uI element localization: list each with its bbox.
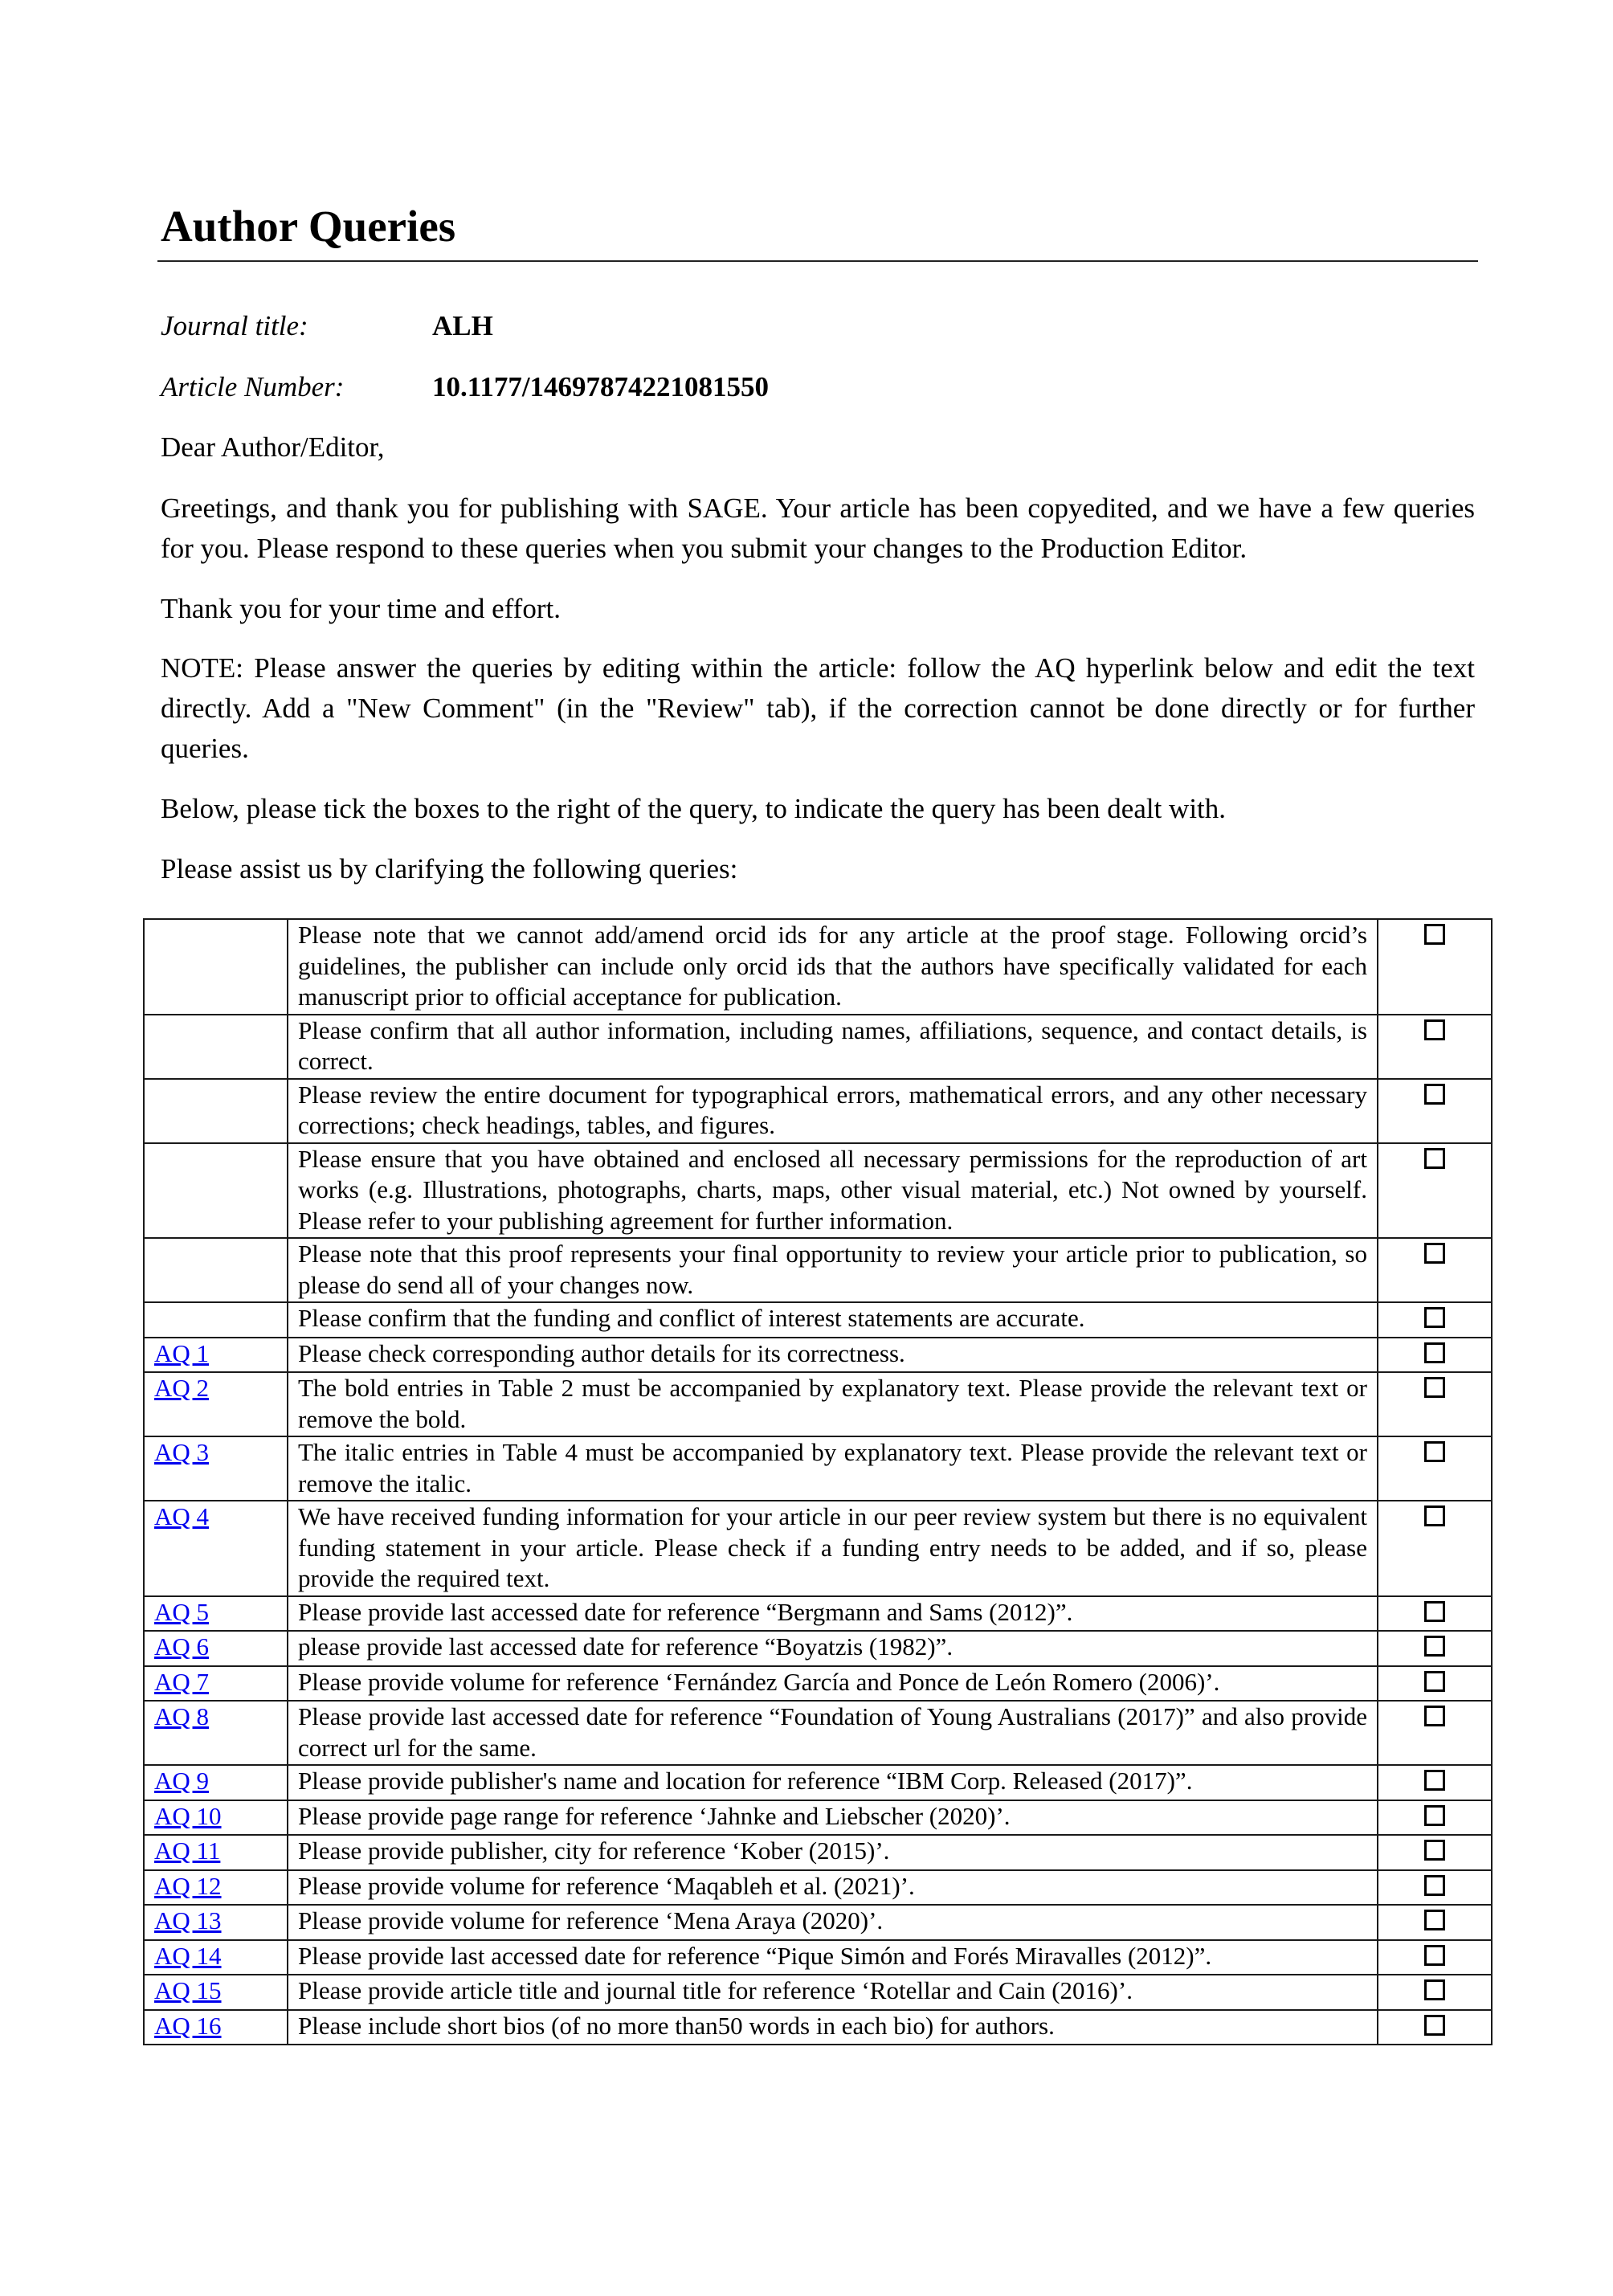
query-text: Please provide last accessed date for reference “Bergmann and Sams (2012)”. (288, 1596, 1378, 1632)
query-id-cell (144, 1631, 288, 1666)
query-done-checkbox[interactable] (1424, 1875, 1445, 1896)
aq-link[interactable]: AQ 12 (154, 1871, 222, 1900)
query-done-checkbox[interactable] (1424, 1979, 1445, 2000)
query-row (144, 1501, 1492, 1596)
thanks-paragraph: Thank you for your time and effort. (161, 593, 561, 624)
query-row (144, 1870, 1492, 1906)
query-text: Please provide article title and journal title for reference ‘Rotellar and Cain (2016)’. (288, 1975, 1378, 2010)
query-row (144, 2010, 1492, 2045)
query-id-cell (144, 1835, 288, 1870)
query-done-checkbox[interactable] (1424, 1019, 1445, 1040)
aq-link[interactable]: AQ 11 (154, 1836, 221, 1865)
query-text: Please ensure that you have obtained and enclosed all necessary permissions for the reproduction of art works (e.g. Illustrations, photographs, charts, maps, other visual material, etc.) Not owned by yourself. Please refer to your publishing agreement for further information. (288, 1143, 1378, 1239)
query-checkbox-cell (1378, 1631, 1492, 1666)
aq-link[interactable]: AQ 10 (154, 1801, 222, 1830)
queries-table-body (144, 919, 1492, 2045)
query-checkbox-cell (1378, 1666, 1492, 1702)
journal-title-value: ALH (432, 310, 493, 341)
query-checkbox-cell (1378, 1596, 1492, 1632)
query-checkbox-cell (1378, 1835, 1492, 1870)
query-text: Please provide publisher, city for reference ‘Kober (2015)’. (288, 1835, 1378, 1870)
query-text: Please provide publisher's name and location for reference “IBM Corp. Released (2017)”. (288, 1765, 1378, 1800)
query-row (144, 1596, 1492, 1632)
query-id-cell (144, 1765, 288, 1800)
query-text: Please review the entire document for typographical errors, mathematical errors, and any other necessary corrections; check headings, tables, and figures. (288, 1079, 1378, 1143)
aq-link[interactable]: AQ 6 (154, 1632, 210, 1661)
query-text: Please confirm that all author information, including names, affiliations, sequence, and contact details, is correct. (288, 1015, 1378, 1079)
tick-instruction-paragraph: Below, please tick the boxes to the right of the query, to indicate the query has been dealt with. (161, 793, 1227, 824)
query-done-checkbox[interactable] (1424, 1706, 1445, 1726)
query-row (144, 919, 1492, 1015)
query-row (144, 1631, 1492, 1666)
aq-link[interactable]: AQ 8 (154, 1702, 210, 1730)
query-done-checkbox[interactable] (1424, 1671, 1445, 1692)
query-done-checkbox[interactable] (1424, 2015, 1445, 2036)
query-checkbox-cell (1378, 1800, 1492, 1836)
query-id-cell (144, 1666, 288, 1702)
query-row (144, 1015, 1492, 1079)
query-done-checkbox[interactable] (1424, 1505, 1445, 1526)
page-title: Author Queries (161, 202, 456, 251)
query-done-checkbox[interactable] (1424, 924, 1445, 945)
query-checkbox-cell (1378, 1143, 1492, 1239)
article-number-label: Article Number: (161, 371, 345, 402)
assist-paragraph: Please assist us by clarifying the following queries: (161, 853, 738, 884)
query-checkbox-cell (1378, 1238, 1492, 1302)
greeting-paragraph: Greetings, and thank you for publishing with SAGE. Your article has been copyedited, and we have a few queries for you. Please respond to these queries when you submit your changes to the Production Editor. (161, 492, 1475, 564)
query-id-cell (144, 1302, 288, 1338)
query-id-cell (144, 1143, 288, 1239)
aq-link[interactable]: AQ 7 (154, 1667, 210, 1696)
query-done-checkbox[interactable] (1424, 1377, 1445, 1398)
query-done-checkbox[interactable] (1424, 1770, 1445, 1791)
query-row (144, 1302, 1492, 1338)
query-checkbox-cell (1378, 1905, 1492, 1940)
query-row (144, 1666, 1492, 1702)
query-done-checkbox[interactable] (1424, 1805, 1445, 1826)
query-checkbox-cell (1378, 1079, 1492, 1143)
aq-link[interactable]: AQ 3 (154, 1438, 210, 1466)
query-id-cell (144, 1596, 288, 1632)
aq-link[interactable]: AQ 2 (154, 1374, 210, 1402)
query-checkbox-cell (1378, 1975, 1492, 2010)
query-row (144, 1436, 1492, 1501)
query-row (144, 1835, 1492, 1870)
query-text: Please provide volume for reference ‘Maqableh et al. (2021)’. (288, 1870, 1378, 1906)
query-done-checkbox[interactable] (1424, 1441, 1445, 1462)
query-checkbox-cell (1378, 1436, 1492, 1501)
query-checkbox-cell (1378, 1372, 1492, 1436)
query-text: Please note that we cannot add/amend orcid ids for any article at the proof stage. Following orcid’s guidelines, the publisher can include only orcid ids that the authors have specifically validated for each manuscript prior to official acceptance for publication. (288, 919, 1378, 1015)
query-text: Please include short bios (of no more than50 words in each bio) for authors. (288, 2010, 1378, 2045)
query-id-cell (144, 1338, 288, 1373)
query-id-cell (144, 1436, 288, 1501)
query-checkbox-cell (1378, 919, 1492, 1015)
query-id-cell (144, 1701, 288, 1765)
query-checkbox-cell (1378, 1765, 1492, 1800)
query-id-cell (144, 1372, 288, 1436)
query-done-checkbox[interactable] (1424, 1636, 1445, 1657)
query-text: Please note that this proof represents your final opportunity to review your article prior to publication, so please do send all of your changes now. (288, 1238, 1378, 1302)
query-id-cell (144, 1940, 288, 1975)
query-row (144, 1800, 1492, 1836)
aq-link[interactable]: AQ 5 (154, 1597, 210, 1626)
query-checkbox-cell (1378, 2010, 1492, 2045)
query-row (144, 1905, 1492, 1940)
query-checkbox-cell (1378, 1338, 1492, 1373)
query-text: The bold entries in Table 2 must be accompanied by explanatory text. Please provide the relevant text or remove the bold. (288, 1372, 1378, 1436)
query-done-checkbox[interactable] (1424, 1148, 1445, 1169)
query-text: Please check corresponding author details for its correctness. (288, 1338, 1378, 1373)
query-checkbox-cell (1378, 1940, 1492, 1975)
query-id-cell (144, 1905, 288, 1940)
query-done-checkbox[interactable] (1424, 1601, 1445, 1622)
query-text: Please provide page range for reference ‘Jahnke and Liebscher (2020)’. (288, 1800, 1378, 1836)
query-checkbox-cell (1378, 1501, 1492, 1596)
salutation: Dear Author/Editor, (161, 431, 385, 463)
queries-table (143, 918, 1493, 2045)
query-row (144, 1338, 1492, 1373)
aq-link[interactable]: AQ 4 (154, 1502, 210, 1530)
query-id-cell (144, 1800, 288, 1836)
query-done-checkbox[interactable] (1424, 1243, 1445, 1264)
query-done-checkbox[interactable] (1424, 1945, 1445, 1966)
query-text: Please provide volume for reference ‘Mena Araya (2020)’. (288, 1905, 1378, 1940)
query-row (144, 1143, 1492, 1239)
query-done-checkbox[interactable] (1424, 1084, 1445, 1105)
query-text: Please provide volume for reference ‘Fernández García and Ponce de León Romero (2006)’. (288, 1666, 1378, 1702)
query-done-checkbox[interactable] (1424, 1342, 1445, 1363)
query-row (144, 1701, 1492, 1765)
query-id-cell (144, 1870, 288, 1906)
query-id-cell (144, 1975, 288, 2010)
query-row (144, 1372, 1492, 1436)
aq-link[interactable]: AQ 1 (154, 1338, 210, 1367)
title-divider (157, 260, 1478, 262)
query-row (144, 1765, 1492, 1800)
aq-link[interactable]: AQ 9 (154, 1767, 210, 1795)
aq-link[interactable]: AQ 13 (154, 1906, 222, 1934)
query-checkbox-cell (1378, 1701, 1492, 1765)
aq-link[interactable]: AQ 14 (154, 1941, 222, 1970)
query-checkbox-cell (1378, 1870, 1492, 1906)
query-done-checkbox[interactable] (1424, 1840, 1445, 1861)
query-text: Please confirm that the funding and conflict of interest statements are accurate. (288, 1302, 1378, 1338)
note-paragraph: NOTE: Please answer the queries by editing within the article: follow the AQ hyperlink below and edit the text directly. Add a "New Comment" (in the "Review" tab), if the correction cannot be done directly or for further queries. (161, 652, 1475, 764)
query-text: Please provide last accessed date for reference “Foundation of Young Australians (2017)” and also provide correct url for the same. (288, 1701, 1378, 1765)
query-id-cell (144, 1079, 288, 1143)
query-checkbox-cell (1378, 1015, 1492, 1079)
query-row (144, 1079, 1492, 1143)
article-number-value: 10.1177/14697874221081550 (432, 371, 770, 402)
query-row (144, 1975, 1492, 2010)
query-text: The italic entries in Table 4 must be accompanied by explanatory text. Please provide the relevant text or remove the italic. (288, 1436, 1378, 1501)
query-text: We have received funding information for your article in our peer review system but there is no equivalent funding statement in your article. Please check if a funding entry needs to be added, and if so, please provide the required text. (288, 1501, 1378, 1596)
query-id-cell (144, 919, 288, 1015)
journal-title-label: Journal title: (161, 310, 308, 341)
query-text: please provide last accessed date for reference “Boyatzis (1982)”. (288, 1631, 1378, 1666)
aq-link[interactable]: AQ 15 (154, 1976, 222, 2004)
query-id-cell (144, 2010, 288, 2045)
query-done-checkbox[interactable] (1424, 1910, 1445, 1930)
query-id-cell (144, 1501, 288, 1596)
query-text: Please provide last accessed date for reference “Pique Simón and Forés Miravalles (2012)”. (288, 1940, 1378, 1975)
query-row (144, 1238, 1492, 1302)
query-id-cell (144, 1015, 288, 1079)
query-id-cell (144, 1238, 288, 1302)
query-done-checkbox[interactable] (1424, 1307, 1445, 1328)
query-checkbox-cell (1378, 1302, 1492, 1338)
query-row (144, 1940, 1492, 1975)
aq-link[interactable]: AQ 16 (154, 2011, 222, 2040)
